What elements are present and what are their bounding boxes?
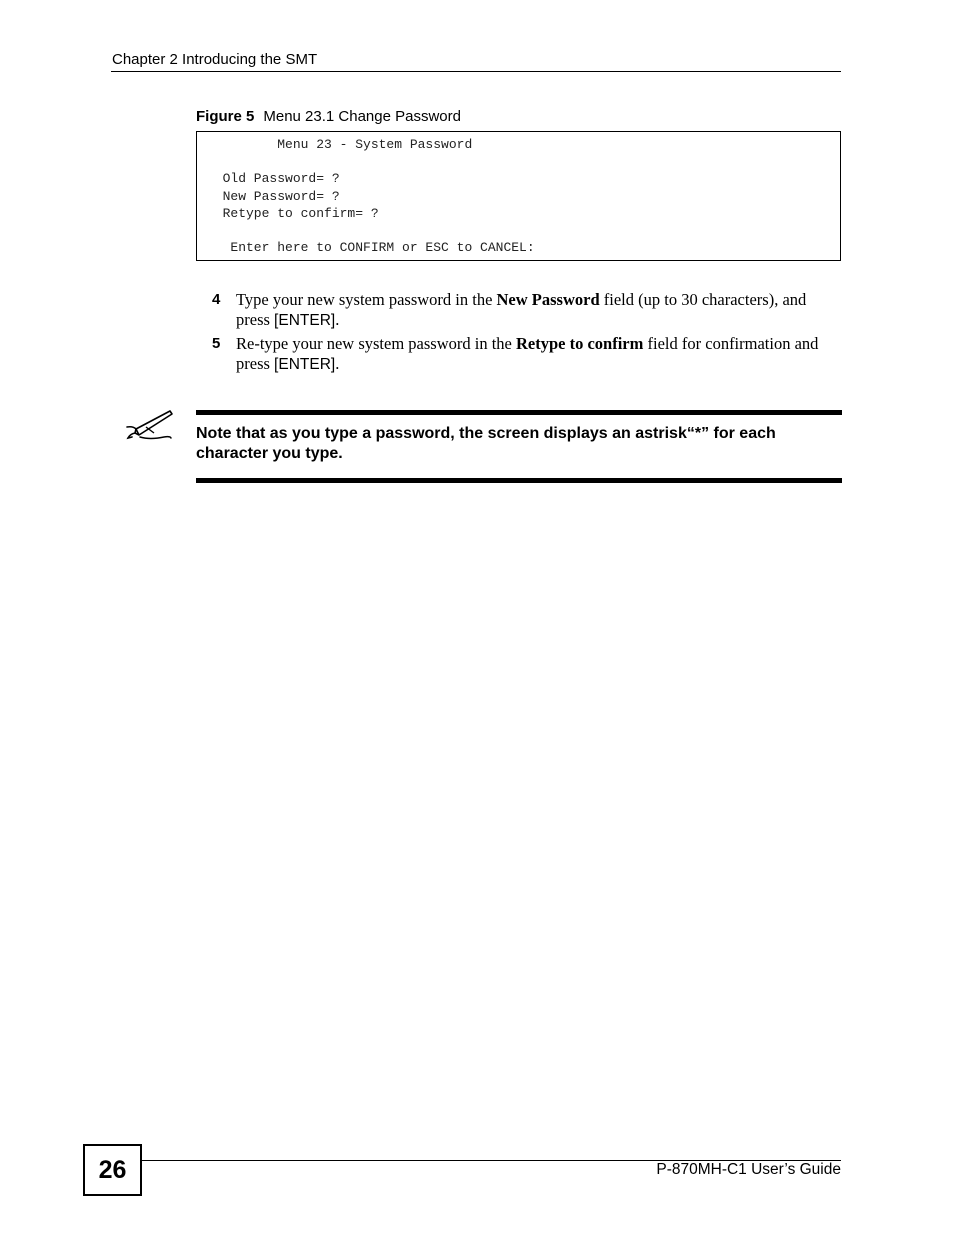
step-text: Type your new system password in the New Password field (up to 30 characters), and press [ENTER]. <box>236 290 807 329</box>
step-number: 5 <box>212 335 221 352</box>
header-divider <box>111 71 841 72</box>
guide-title: P-870MH-C1 User’s Guide <box>656 1161 841 1178</box>
procedure-steps <box>212 290 842 378</box>
figure-title: Menu 23.1 Change Password <box>263 108 461 125</box>
note-pen-icon <box>124 407 174 445</box>
screen-line: New Password= ? <box>207 189 340 204</box>
figure-caption <box>196 108 461 125</box>
screen-line: Old Password= ? <box>207 171 340 186</box>
step-item <box>212 334 842 375</box>
page-number: 26 <box>83 1144 142 1196</box>
step-number: 4 <box>212 291 221 308</box>
key-label: [ENTER] <box>274 312 336 329</box>
note-top-rule <box>196 410 842 415</box>
running-header: Chapter 2 Introducing the SMT <box>112 51 318 68</box>
screen-line: Retype to confirm= ? <box>207 206 379 221</box>
screen-line: Menu 23 - System Password <box>207 137 473 152</box>
field-name: Retype to confirm <box>516 334 644 353</box>
smt-screen <box>196 131 841 261</box>
figure-label: Figure 5 <box>196 108 255 125</box>
note-text: Note that as you type a password, the screen displays an astrisk“*” for each character you type. <box>196 425 776 462</box>
step-item <box>212 290 842 331</box>
step-text: Re-type your new system password in the Retype to confirm field for confirmation and press [ENTER]. <box>236 334 819 373</box>
field-name: New Password <box>496 290 600 309</box>
screen-line: Enter here to CONFIRM or ESC to CANCEL: <box>207 240 535 255</box>
key-label: [ENTER] <box>274 356 336 373</box>
note-bottom-rule <box>196 478 842 483</box>
